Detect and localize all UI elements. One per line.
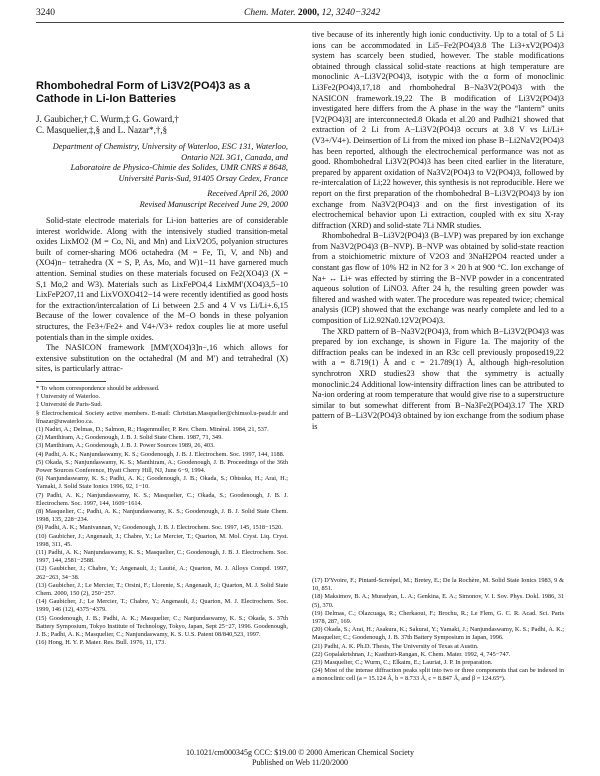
reference-16: (16) Hong, H. Y. P. Mater. Res. Bull. 1976, 11, 173. (36, 639, 166, 647)
article-dates (36, 189, 288, 210)
journal-year: 2000, (297, 8, 320, 18)
reference-8: (8) Masquelier, C.; Padhi, A. K.; Nanjundaswamy, K. S.; Goodenough, J. B. J. Solid State Chem. 1998, 135, 228−234. (36, 507, 288, 524)
reference-list-right (312, 577, 564, 684)
reference-9: (9) Padhi, A. K.; Manivannan, V.; Goodenough, J. B. J. Electrochem. Soc. 1997, 145, 1518−1520. (36, 524, 283, 532)
reference-10: (10) Gaubicher, J.; Angenault, J.; Chabre, Y.; Le Mercier, T.; Quarton, M. Mol. Cryst. Liq. Cryst. 1998, 311, 45. (36, 532, 288, 548)
reference-12: (12) Gaubicher, J.; Chabre, Y.; Angenault, J.; Lautié, A.; Quarton, M. J. Alloys Compd. 1997, 262−263, 34−38. (36, 565, 288, 581)
author-list (36, 114, 288, 136)
footnote-paris-sud: ‡ Université de Paris-Sud. (36, 401, 103, 409)
reference-7: (7) Padhi, A. K.; Nanjundaswamy, K. S.; Masquelier, C.; Okada, S.; Goodenough, J. B. J. Electrochem. Soc. 1997, 144, 1609−1614. (36, 491, 288, 507)
journal-name: Chem. Mater. (244, 8, 296, 18)
reference-11: (11) Padhi, A. K.; Nanjundaswamy, K. S.; Masquelier, C.; Goodenough, J. B. J. Electrochem. Soc. 1997, 144, 2581−2588. (36, 548, 288, 565)
authors-line-2: C. Masquelier,‡,§ and L. Nazar*,†,§ (36, 125, 168, 135)
reference-4: (4) Padhi, A. K.; Nanjundaswamy, K. S.; Goodenough, J. B. J. Electrochem. Soc. 1997, 144, 1188. (36, 450, 285, 458)
footnote-ecs-email: § Electrochemical Society active members. E-mail: Christian.Masquelier@chimsol.u-psud.fr and lfnazar@uwaterloo.ca. (36, 409, 288, 425)
revised-date: Revised Manuscript Received June 29, 2000 (139, 199, 288, 209)
footnotes (36, 385, 288, 648)
doi-copyright-line: 10.1021/cm000345g CCC: $19.00 © 2000 American Chemical Society (185, 748, 415, 757)
reference-24: (24) Most of the intense diffraction peaks split into two or three components that can be indexed in a monoclinic cell (a = 15.124 Å, b = 8.733 Å, c = 8.847 Å, and β = 124.65°). (312, 667, 564, 683)
intro-paragraph-1: Solid-state electrode materials for Li-ion batteries are of considerable interest worldwide. Along with the intensively studied transition-metal oxides LixMO2 (M = Co, Ni, and Mn) and LixV2O5, polyanion structures built of corner-sharing MO6 octahedra (M = Fe, Ti, V, and Nb) and (XO4)n− tetrahedra (X = S, P, As, Mo, and W)1−11 have garnered much attention. Seminal studies on these materials focused on Fe2(XO4)3 (X = S,1 Mo,2 and W3). Materials such as LixFePO4,4 LixMM′(XO4)3,5−10 LixFeP2O7,11 and LixVOXO412−14 were recently identified as good hosts for the extraction/intercalation of Li between 2.5 and 4 V vs Li/Li+.6,15 Because of the lower covalence of the M−O bonds in these polyanion structures, the Fe3+/Fe2+ and V4+/V3+ redox couples lie at more useful potentials than in the simple oxides. (36, 216, 288, 342)
body-paragraph-xrd: The XRD pattern of B−Na3V2(PO4)3, from which B−Li3V2(PO4)3 was prepared by ion exchange, is shown in Figure 1a. The majority of the diffraction peaks can be indexed in an R3c cell previously proposed19,22 with a = 8.719(1) Å and c = 21.789(1) Å, although high-resolution synchrotron XRD studies23 show that the symmetry is actually monoclinic.24 Additional low-intensity diffraction lines can be attributed to Na-ion ordering at room temperature that would give rise to a superstructure similar to but somewhat different from B−Na3Fe2(PO4)3.17 The XRD pattern of B−Li3V2(PO4)3 obtained by ion exchange from the sodium phase is (312, 326, 565, 431)
reference-1: (1) Nadiri, A.; Delmas, D.; Salmon, R.; Hagenmuller, P. Rev. Chem. Minéral. 1984, 21, 537. (36, 425, 269, 433)
page-footer (0, 748, 600, 768)
left-column (36, 30, 288, 647)
received-date: Received April 26, 2000 (207, 189, 288, 198)
reference-14: (14) Gaubicher, J.; Le Mercier, T.; Chabre, Y.; Angenault, J.; Quarton, M. J. Electrochem. Soc. 1999, 146 (12), 4375−4379. (36, 598, 288, 614)
reference-13: (13) Gaubicher, J.; Le Mercier, T.; Orsini, F.; Llorente, S.; Angenault, J.; Quarton, M. J. Solid State Chem. 2000, 150 (2), 250−257. (36, 581, 288, 597)
journal-citation (244, 8, 380, 18)
affiliations (36, 142, 288, 184)
affiliation-paris-sud: Laboratoire de Physico-Chimie des Solides, UMR CNRS # 8648, Université Paris-Sud, 91405 Orsay Cedex, France (70, 163, 288, 183)
footnote-waterloo: † University of Waterloo. (36, 393, 101, 401)
reference-17: (17) D'Yvoire, F.; Pintard-Screépel, M.; Bretey, E.; De la Rochère, M. Solid State Ionics 1983, 9 & 10, 851. (312, 577, 564, 593)
journal-volume-pages: 12, 3240−3242 (321, 8, 381, 18)
reference-20: (20) Okada, S.; Arai, H.; Asakura, K.; Sakurai, Y.; Yamaki, J.; Nanjundaswamy, K. S.; Padhi, A. K.; Masquelier, C.; Goodenough, J. B. 37th Battery Symposium in Japan, 1996. (312, 626, 564, 642)
header-rule (36, 22, 564, 23)
reference-15: (15) Goodenough, J. B.; Padhi, A. K.; Masquelier, C.; Nanjundaswamy, K. S.; Okada, S. 37th Battery Symposium, Tokyo Institute of Technology, Tokyo, Japan, Sept 25−27, 1996. Goodenough, J. B.; Padhi, A. K.; Masquelier, C.; Nanjundaswamy, K. S. U.S. Patent 08/840,523, 1997. (36, 614, 288, 638)
reference-2: (2) Manthiram, A.; Goodenough, J. B. J. Solid State Chem. 1987, 71, 349. (36, 434, 223, 442)
affiliation-waterloo: Department of Chemistry, University of Waterloo, ESC 131, Waterloo, Ontario N2L 3G1, Canada, and (52, 142, 288, 162)
intro-paragraph-2: The NASICON framework [MM′(XO4)3]n−,16 which allows for extensive substitution on the octahedral (M and M′) and tetrahedral (X) sites, is particularly attrac- (36, 343, 288, 374)
page-number: 3240 (36, 8, 55, 18)
reference-21: (21) Padhi, A. K. Ph.D. Thesis, The University of Texas at Austin. (312, 642, 479, 650)
footnote-rule (36, 381, 106, 382)
body-paragraph-continuation: tive because of its inherently high ionic conductivity. Up to a total of 5 Li ions can be accommodated in Li5−Fe2(PO4)3.8 The Li3+xV2(PO4)3 system has scarcely been studied, however. The stable modifications obtained through classical solid-state reactions at high temperature are monoclinic A−Li3V2(PO4)3, isotypic with the α form of monoclinic Li3Fe2(PO4)3,17,18 and rhombohedral B−Na3V2(PO4)3 with the NASICON framework.19,22 The B modification of Li3V2(PO4)3 investigated here differs from the A phase in the way the “lantern” units [V2(PO4)3] are interconnected.8 Okada et al.20 and Padhi21 showed that extraction of 2 Li from A−Li3V2(PO4)3 occurs at 3.8 V vs Li/Li+ (V3+/V4+). Deinsertion of Li from the mixed ion phase B−Li2NaV2(PO4)3 has been reported, although the electrochemical performance was not as good. Rhombohedral Li3V2(PO4)3 has been cited earlier in the literature, prepared by apparent oxidation of Na3V2(PO4)3 to V2(PO4)3, followed by re-intercalation of Li;22 however, this synthesis is not reproducible. Here we report on the first preparation of the rhombohedral B−Li3V2(PO4)3 by ion exchange from Na3V2(PO4)3 and on the first investigation of its electrochemical behavior upon Li extraction, coupled with ex situ X-ray diffraction (XRD) and solid-state 7Li NMR studies. (312, 30, 564, 230)
article-title: Rhombohedral Form of Li3V2(PO4)3 as a Cathode in Li-Ion Batteries (36, 80, 250, 105)
reference-6: (6) Nanjundaswamy, K. S.; Padhi, A. K.; Goodenough, J. B.; Okada, S.; Ohtsuka, H.; Arai, H.; Yamaki, J. Solid State Ionics 1996, 92, 1−10. (36, 475, 288, 491)
body-paragraph-synthesis: Rhombohedral B−Li3V2(PO4)3 (B−LVP) was prepared by ion exchange from Na3V2(PO4)3 (B−NVP). B−NVP was obtained by solid-state reaction from a stoichiometric mixture of V2O3 and 3NaH2PO4 reacted under a constant gas flow of 10% H2 in N2 for 3 × 20 h at 900 °C. Ion exchange of Na+ ↔ Li+ was effected by stirring the B−NVP powder in a concentrated aqueous solution of LiNO3. After 24 h, the resulting green powder was filtered and washed with water. The procedure was repeated twice; chemical analysis (ICP) showed that the exchange was nearly complete and led to a composition of Li2.92Na0.12V2(PO4)3. (312, 231, 564, 326)
reference-23: (23) Masquelier, C.; Wurm, C.; Elkaim, E.; Lauriat, J. P. In preparation. (312, 659, 493, 667)
reference-3: (3) Manthiram, A.; Goodenough, J. B. J. Power Sources 1989, 26, 403. (36, 442, 215, 450)
published-on-web-line: Published on Web 11/20/2000 (251, 758, 349, 767)
footnote-corresponding: * To whom correspondence should be addressed. (36, 384, 160, 392)
reference-5: (5) Okada, S.; Nanjundaswamy, K. S.; Manthiram, A.; Goodenough, J. B. Proceedings of the 36th Power Sources Conference, Hyatt Cherry Hill, NJ, June 6−9, 1994. (36, 458, 288, 474)
reference-19: (19) Delmas, C.; Olazcuaga, R.; Cherkaoui, F.; Brochu, R.; Le Flem, G. C. R. Acad. Sci. Paris 1978, 287, 169. (312, 609, 564, 626)
right-column (312, 30, 564, 433)
authors-line-1: J. Gaubicher,† C. Wurm,‡ G. Goward,† (36, 114, 179, 124)
reference-22: (22) Gopalakrishnan, J.; Kasthuri-Rangan, K. Chem. Mater. 1992, 4, 745−747. (312, 650, 511, 658)
reference-18: (18) Maksimov, B. A.; Muradyan, L. A.; Genkina, E. A.; Simonov, V. I. Sov. Phys. Dokl. 1986, 31 (5), 370. (312, 593, 564, 609)
